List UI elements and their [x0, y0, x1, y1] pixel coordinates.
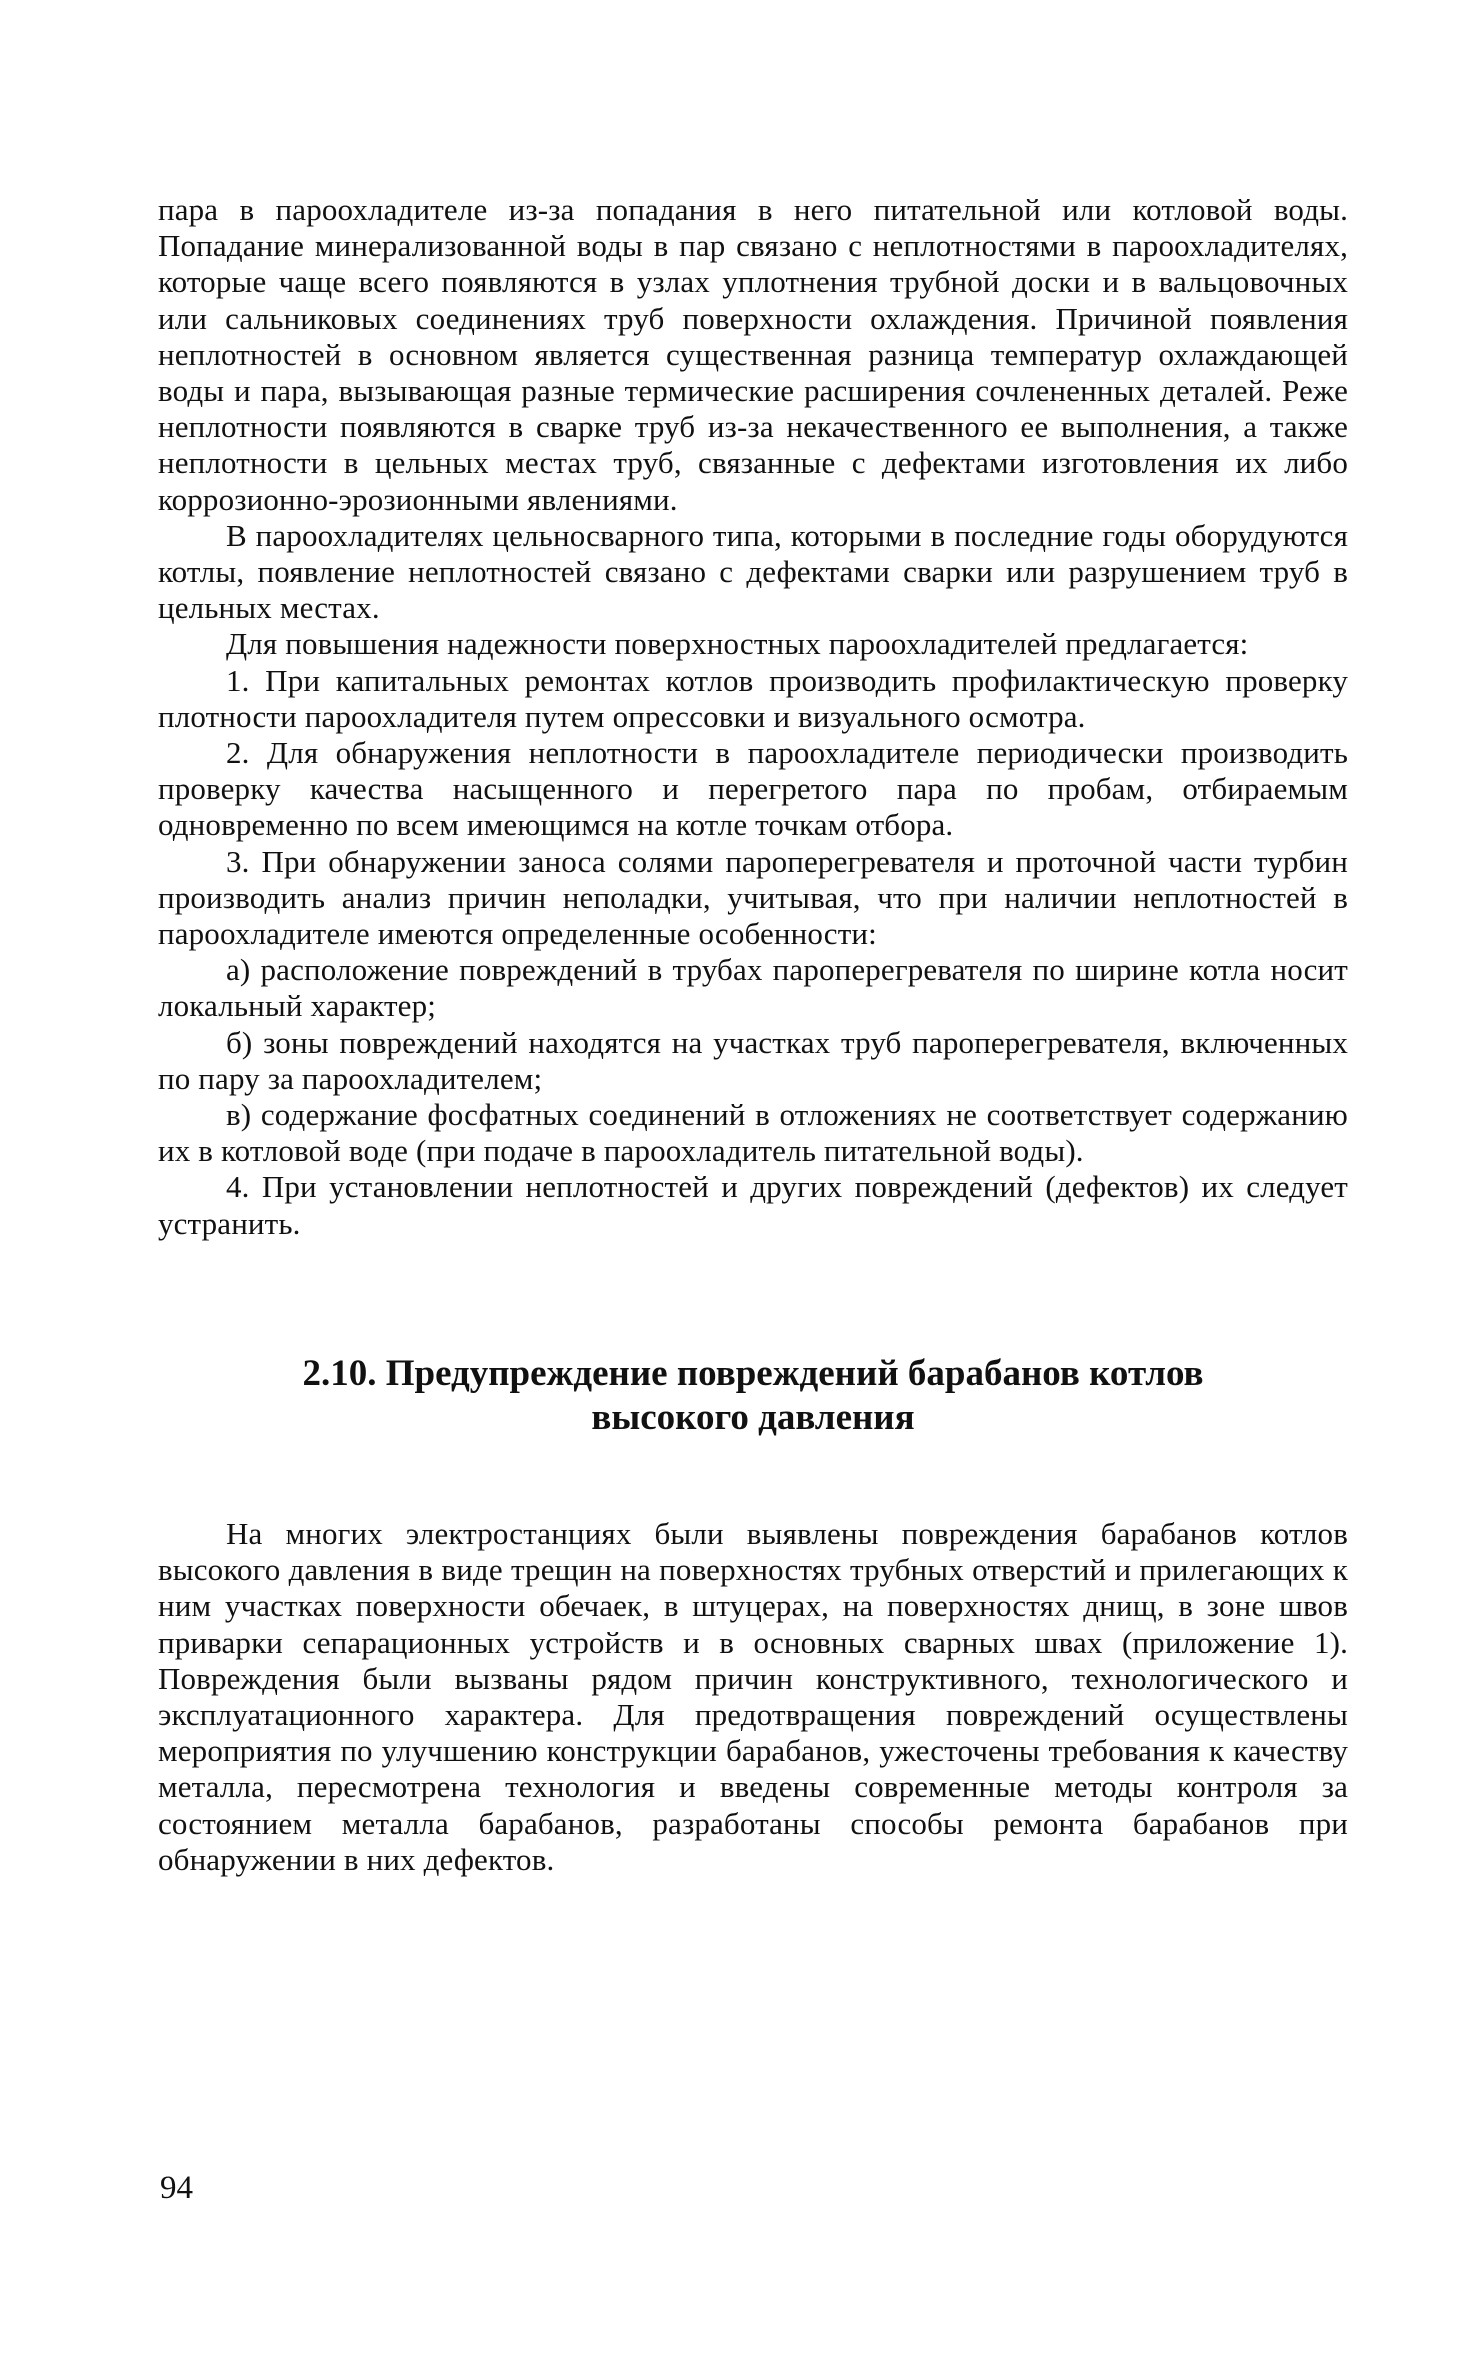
- list-item-3: 3. При обнаружении заноса солями пароперегревателя и проточной части турбин производить анализ причин неполадки, учитывая, что при наличии неплотностей в пароохладителе имеются определенные особенности:: [158, 843, 1348, 952]
- sub-item-a: а) расположение повреждений в трубах пароперегревателя по ширине котла носит локальный характер;: [158, 952, 1348, 1024]
- paragraph-reliability-intro: Для повышения надежности поверхностных пароохладителей предлагается:: [226, 626, 1249, 662]
- sub-item-b: б) зоны повреждений находятся на участках труб пароперегревателя, включенных по пару за пароохладителем;: [158, 1024, 1348, 1096]
- page-content: [158, 192, 1348, 1878]
- section-heading-line-2: высокого давления: [591, 1396, 915, 1438]
- list-item-2: 2. Для обнаружения неплотности в пароохладителе периодически производить проверку качества насыщенного и перегретого пара по пробам, отбираемым одновременно по всем имеющимся на котле точкам отбора.: [158, 735, 1348, 843]
- sub-item-v: в) содержание фосфатных соединений в отложениях не соответствует содержанию их в котловой воде (при подаче в пароохладитель питательной воды).: [158, 1097, 1348, 1169]
- section-paragraph: На многих электростанциях были выявлены повреждения барабанов котлов высокого давления в виде трещин на поверхностях трубных отверстий и прилегающих к ним участках поверхности обечаек, в штуцерах, на поверхностях днищ, в зоне швов приварки сепарационных устройств и в основных сварных швах (приложение 1). Повреждения были вызваны рядом причин конструктивного, технологического и эксплуатационного характера. Для предотвращения повреждений осуществлены мероприятия по улучшению конструкции барабанов, ужесточены требования к качеству металла, пересмотрена технология и введены современные методы контроля за состоянием металла барабанов, разработаны способы ремонта барабанов при обнаружении в них дефектов.: [158, 1515, 1348, 1877]
- section-heading: [158, 1352, 1348, 1440]
- section-heading-line-1: 2.10. Предупреждение повреждений барабанов котлов: [302, 1352, 1204, 1394]
- paragraph-continuation: пара в пароохладителе из-за попадания в него питательной или котловой воды. Попадание минерализованной воды в пар связано с неплотностями в пароохладителях, которые чаще всего появляются в узлах уплотнения трубной доски и в вальцовочных или сальниковых соединениях труб поверхности охлаждения. Причиной появления неплотностей в основном является существенная разница температур охлаждающей воды и пара, вызывающая разные термические расширения сочлененных деталей. Реже неплотности появляются в сварке труб из-за некачественного ее выполнения, а также неплотности в цельных местах труб, связанные с дефектами изготовления их либо коррозионно-эрозионными явлениями.: [158, 192, 1348, 517]
- list-item-4: 4. При установлении неплотностей и других повреждений (дефектов) их следует устранить.: [158, 1169, 1348, 1241]
- page-number: 94: [160, 2170, 193, 2206]
- paragraph-welded-desuperheaters: В пароохладителях цельносварного типа, которыми в последние годы оборудуются котлы, появление неплотностей связано с дефектами сварки или разрушением труб в цельных местах.: [158, 517, 1348, 626]
- list-item-1: 1. При капитальных ремонтах котлов производить профилактическую проверку плотности пароохладителя путем опрессовки и визуального осмотра.: [158, 662, 1348, 734]
